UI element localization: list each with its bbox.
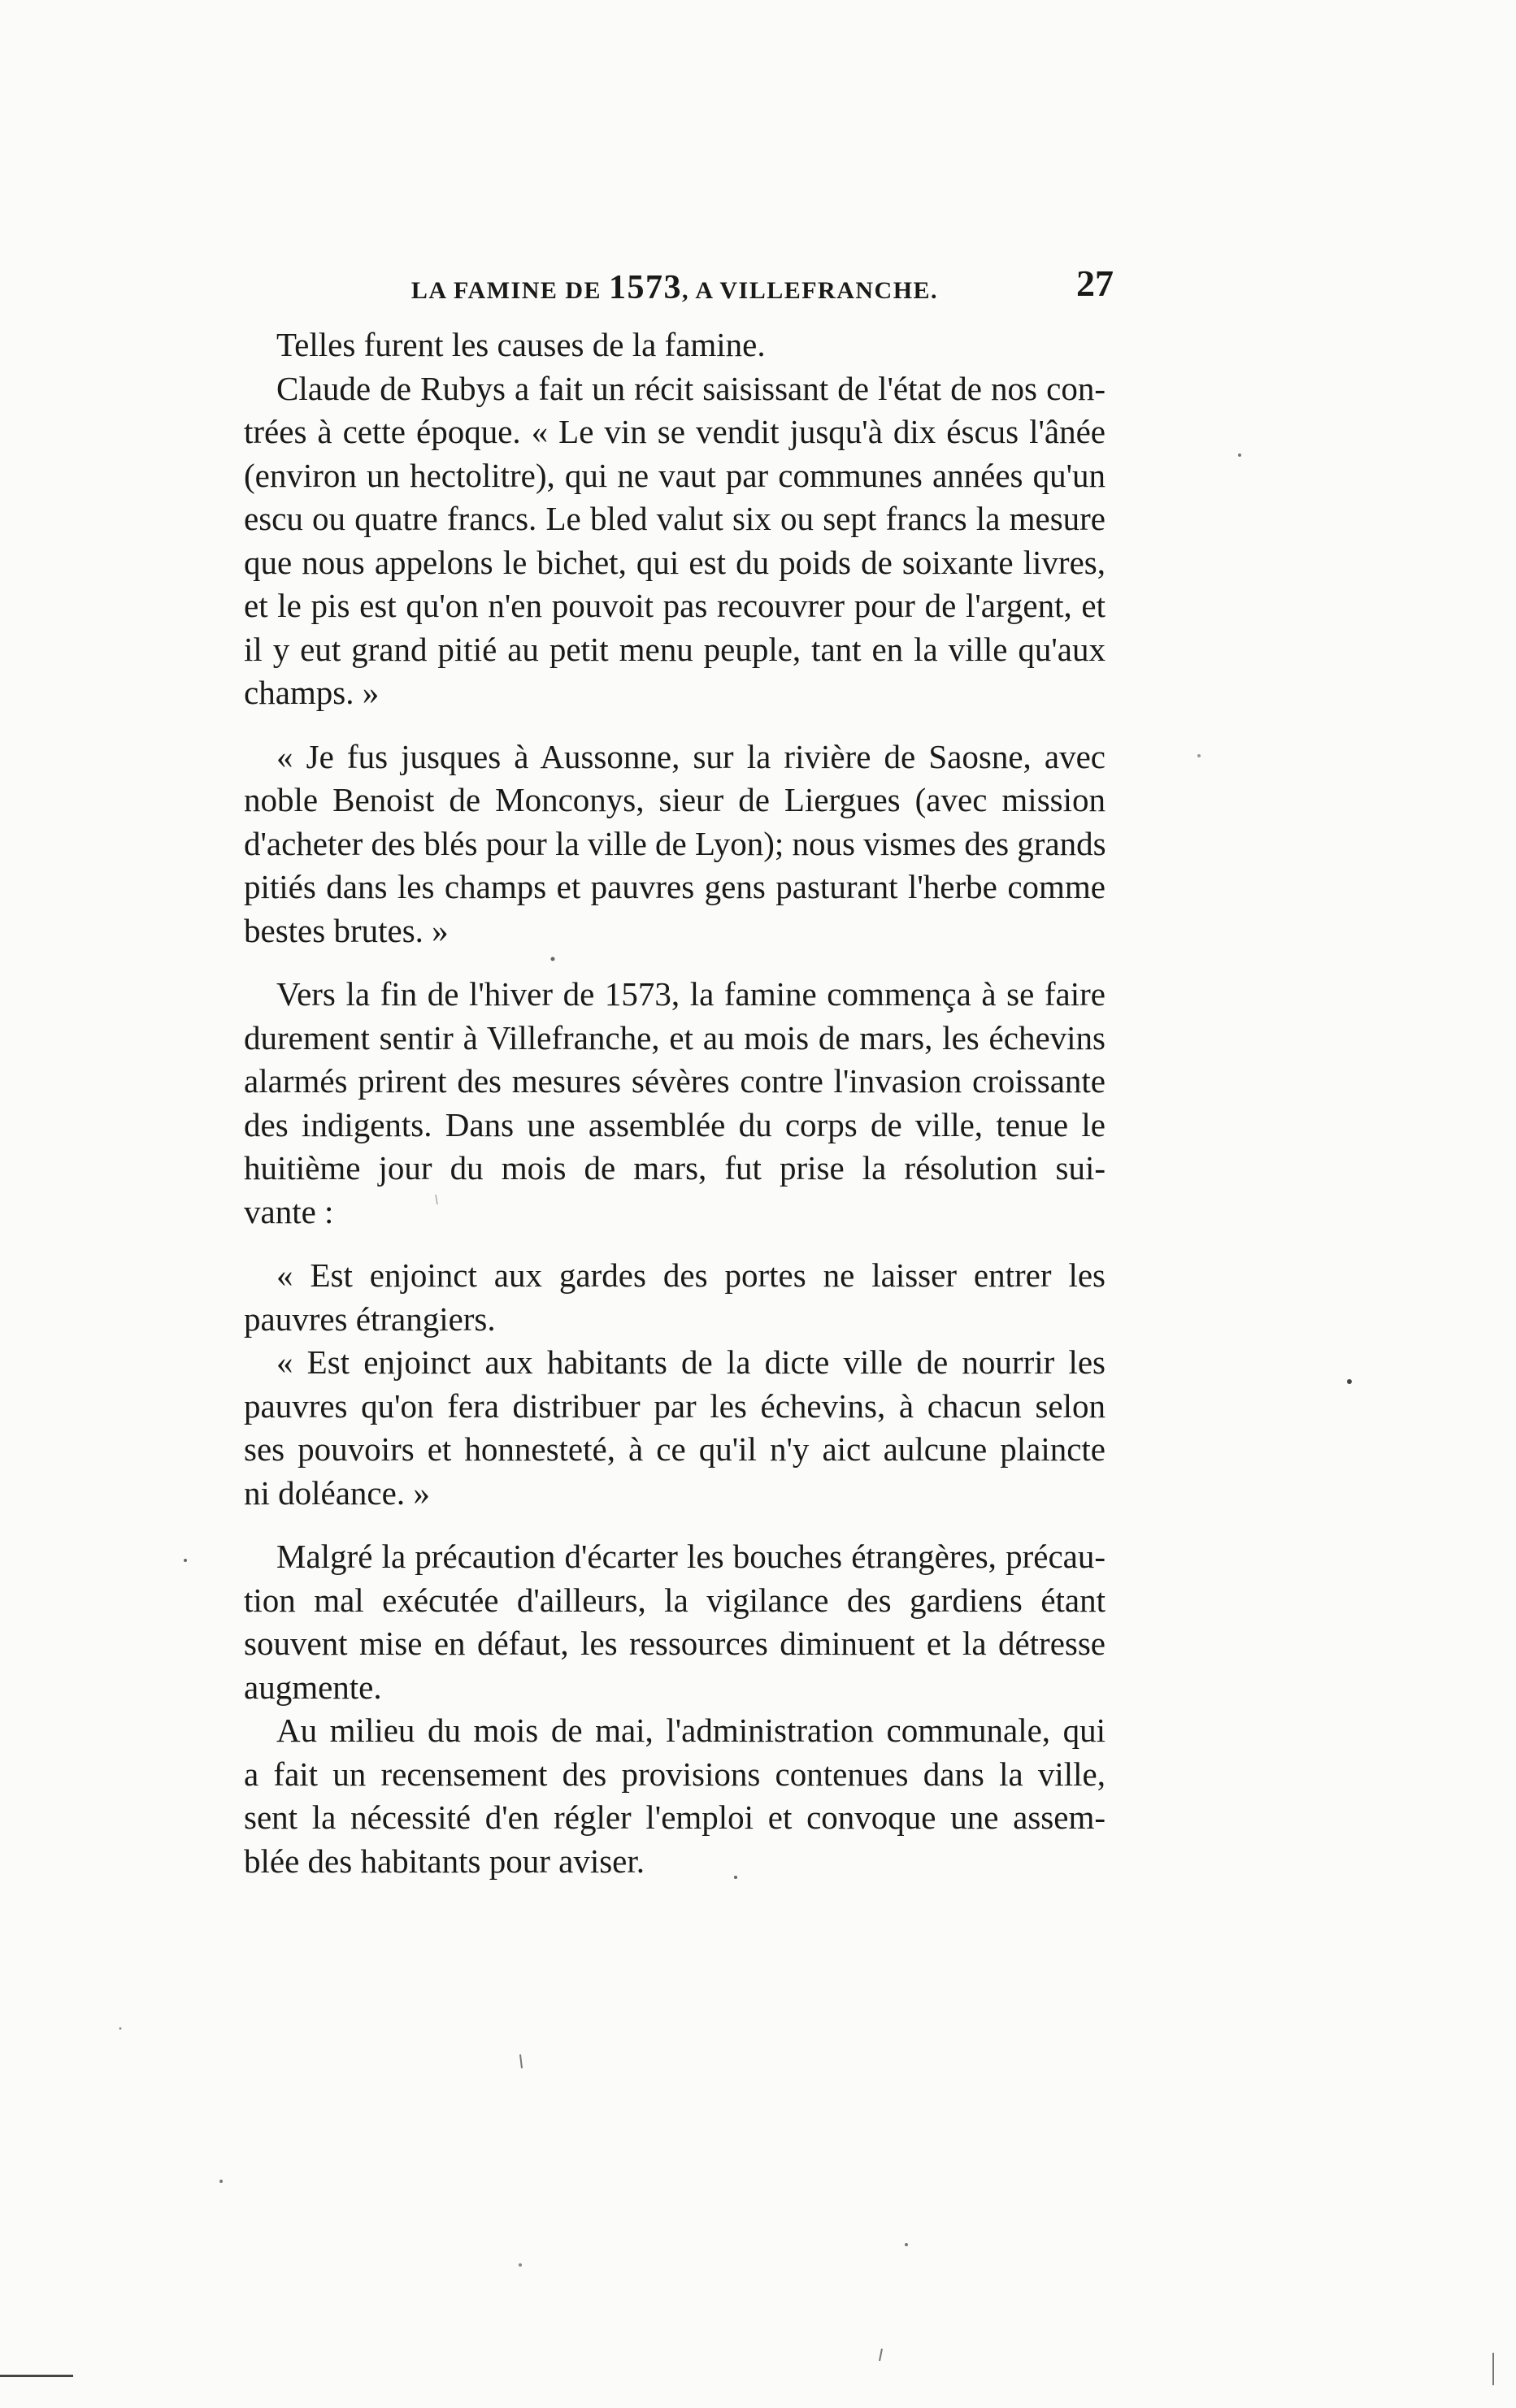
paragraph-2 [244, 367, 1106, 715]
speck [184, 1559, 187, 1562]
text-line: trées à cette époque. « Le vin se vendit jusqu'à dix éscus l'ânée [244, 413, 1106, 450]
speck [1347, 1379, 1352, 1384]
paragraph-6 [244, 1341, 1106, 1515]
speck [1238, 453, 1241, 457]
paragraph-3 [244, 735, 1106, 953]
text-line: champs. » [244, 674, 380, 711]
page-number: 27 [1076, 262, 1114, 304]
text-line: escu ou quatre francs. Le bled valut six ou sept francs la mesure [244, 500, 1106, 537]
text-line: d'acheter des blés pour la ville de Lyon); nous vismes des grands [244, 824, 1106, 862]
text-line: « Je fus jusques à Aussonne, sur la rivière de Saosne, avec [276, 737, 1106, 775]
paragraph-1 [244, 323, 1106, 367]
text-line: augmente. [244, 1668, 382, 1706]
text-line: Au milieu du mois de mai, l'administration communale, qui [276, 1712, 1106, 1749]
text-line: souvent mise en défaut, les ressources diminuent et la détresse [244, 1625, 1106, 1662]
speck-line [880, 2349, 882, 2361]
text-line: « Est enjoinct aux gardes des portes ne laisser entrer les [276, 1256, 1106, 1294]
scan-edge-tick [1492, 2353, 1494, 2385]
text-line: Malgré la précaution d'écarter les bouches étrangères, précau- [276, 1538, 1106, 1575]
speck [1197, 754, 1201, 757]
text-line: sent la nécessité d'en régler l'emploi et convoque une assem- [244, 1798, 1106, 1836]
text-line: alarmés prirent des mesures sévères contre l'invasion croissante [244, 1062, 1106, 1100]
text-line: et le pis est qu'on n'en pouvoit pas recouvrer pour de l'argent, et [244, 587, 1106, 624]
text-line: que nous appelons le bichet, qui est du poids de soixante livres, [244, 543, 1106, 581]
body-text [244, 323, 1106, 1883]
text-line: il y eut grand pitié au petit menu peuple, tant en la ville qu'aux [244, 630, 1106, 668]
text-line: pauvres étrangiers. [244, 1299, 496, 1338]
speck [219, 2180, 223, 2183]
text-line: des indigents. Dans une assemblée du corps de ville, tenue le [244, 1105, 1106, 1143]
speck [119, 2028, 122, 2030]
text-line: (environ un hectolitre), qui ne vaut par communes années qu'un [244, 456, 1106, 494]
running-title-year: 1573 [609, 269, 683, 306]
paragraph-4 [244, 973, 1106, 1234]
page-header [244, 262, 1114, 317]
paragraph-7 [244, 1535, 1106, 1709]
text-line: huitième jour du mois de mars, fut prise la résolution sui- [244, 1149, 1106, 1187]
text-line: tion mal exécutée d'ailleurs, la vigilance des gardiens étant [244, 1581, 1106, 1619]
speck [519, 2263, 522, 2267]
text-line: blée des habitants pour aviser. [244, 1842, 645, 1880]
text-line: vante : [244, 1192, 334, 1230]
speck [905, 2243, 908, 2246]
running-title-prefix: LA FAMINE DE [410, 277, 602, 304]
text-line: a fait un recensement des provisions contenues dans la ville, [244, 1755, 1106, 1793]
text-line: pitiés dans les champs et pauvres gens pasturant l'herbe comme [244, 868, 1106, 905]
text-line: Telles furent les causes de la famine. [276, 326, 766, 363]
running-title [390, 268, 959, 307]
paragraph-8 [244, 1709, 1106, 1883]
text-line: bestes brutes. » [244, 911, 449, 949]
text-line: pauvres qu'on fera distribuer par les échevins, à chacun selon [244, 1386, 1106, 1425]
text-line: noble Benoist de Monconys, sieur de Liergues (avec mission [244, 781, 1106, 818]
text-line: ses pouvoirs et honnesteté, à ce qu'il n'y aict aulcune plaincte [244, 1430, 1106, 1468]
running-title-suffix: , A VILLEFRANCHE. [682, 277, 939, 304]
text-line: « Est enjoinct aux habitants de la dicte ville de nourrir les [276, 1343, 1106, 1381]
text-line: durement sentir à Villefranche, et au mois de mars, les échevins [244, 1018, 1106, 1056]
speck-line [520, 2054, 522, 2068]
paragraph-5 [244, 1254, 1106, 1341]
text-line: ni doléance. » [244, 1473, 430, 1512]
text-line: Claude de Rubys a fait un récit saisissant de l'état de nos con- [276, 369, 1106, 407]
text-line: Vers la fin de l'hiver de 1573, la famine commença à se faire [276, 975, 1106, 1013]
scan-edge-rule [0, 2375, 73, 2377]
